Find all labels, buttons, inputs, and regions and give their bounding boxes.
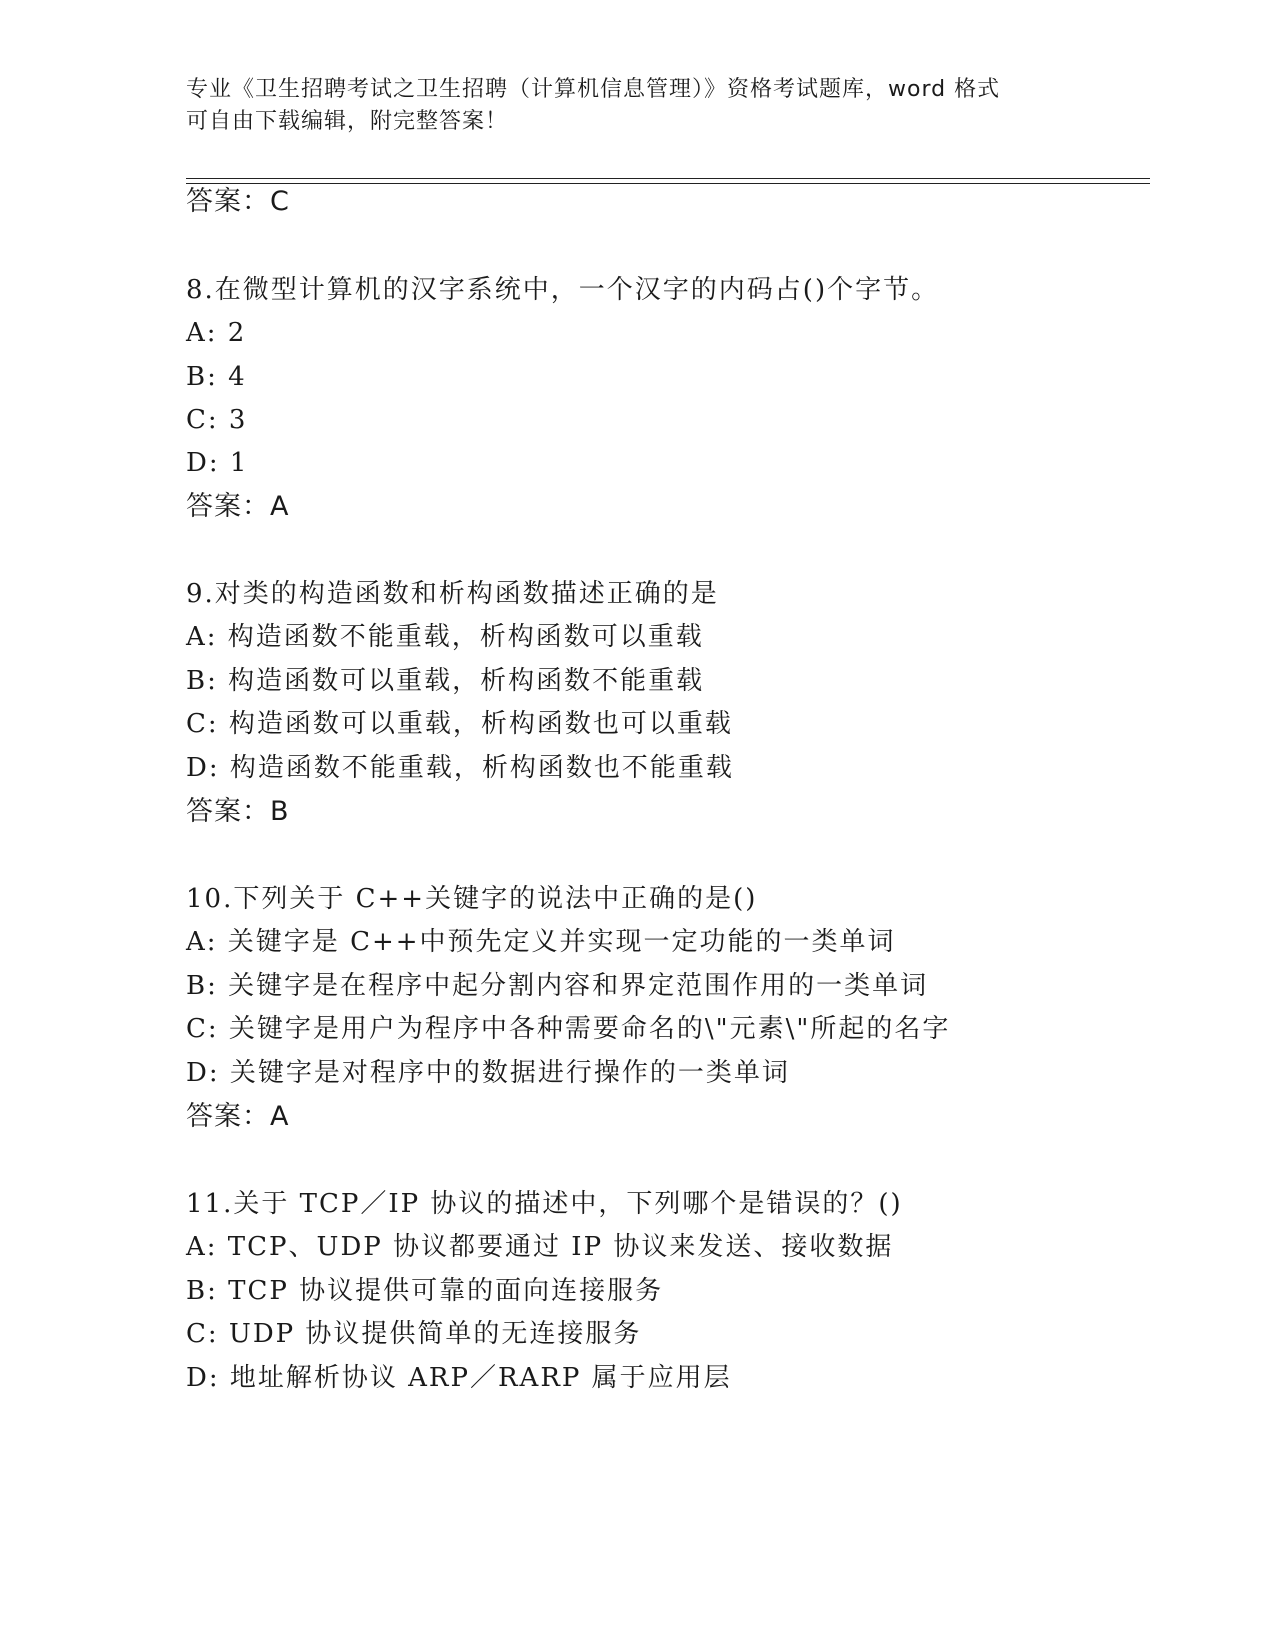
answer-line: 答案：A	[186, 491, 290, 522]
question-stem: 9.对类的构造函数和析构函数描述正确的是	[186, 579, 719, 609]
option-d: D: 1	[186, 448, 249, 478]
option-b: B: TCP 协议提供可靠的面向连接服务	[186, 1276, 664, 1306]
header-divider-top	[186, 178, 1150, 179]
option-b: B: 4	[186, 362, 247, 392]
header-divider-bottom	[186, 183, 1150, 184]
option-d: D: 关键字是对程序中的数据进行操作的一类单词	[186, 1058, 790, 1088]
option-c: C: 3	[186, 405, 248, 435]
option-b: B: 构造函数可以重载，析构函数不能重载	[186, 666, 705, 696]
question-stem: 11.关于 TCP／IP 协议的描述中，下列哪个是错误的？()	[186, 1189, 903, 1219]
answer-line: 答案：B	[186, 796, 290, 827]
header-line-2: 可自由下载编辑，附完整答案！	[186, 109, 509, 134]
answer-line: 答案：A	[186, 1101, 290, 1132]
option-a: A: 关键字是 C++中预先定义并实现一定功能的一类单词	[186, 927, 896, 957]
option-c: C: 构造函数可以重载，析构函数也可以重载	[186, 709, 733, 739]
header-line-1: 专业《卫生招聘考试之卫生招聘（计算机信息管理）》资格考试题库，word 格式	[186, 77, 1001, 102]
option-d: D: 地址解析协议 ARP／RARP 属于应用层	[186, 1363, 732, 1393]
option-a: A: 构造函数不能重载，析构函数可以重载	[186, 622, 704, 652]
option-c: C: UDP 协议提供简单的无连接服务	[186, 1319, 642, 1349]
option-c: C: 关键字是用户为程序中各种需要命名的\"元素\"所起的名字	[186, 1014, 951, 1044]
question-stem: 10.下列关于 C++关键字的说法中正确的是()	[186, 884, 758, 914]
answer-line: 答案：C	[186, 186, 290, 217]
question-stem: 8.在微型计算机的汉字系统中，一个汉字的内码占()个字节。	[186, 275, 940, 305]
option-a: A: TCP、UDP 协议都要通过 IP 协议来发送、接收数据	[186, 1232, 894, 1262]
option-a: A: 2	[186, 318, 247, 348]
document-header	[186, 74, 1066, 138]
option-b: B: 关键字是在程序中起分割内容和界定范围作用的一类单词	[186, 971, 929, 1001]
option-d: D: 构造函数不能重载，析构函数也不能重载	[186, 753, 734, 783]
